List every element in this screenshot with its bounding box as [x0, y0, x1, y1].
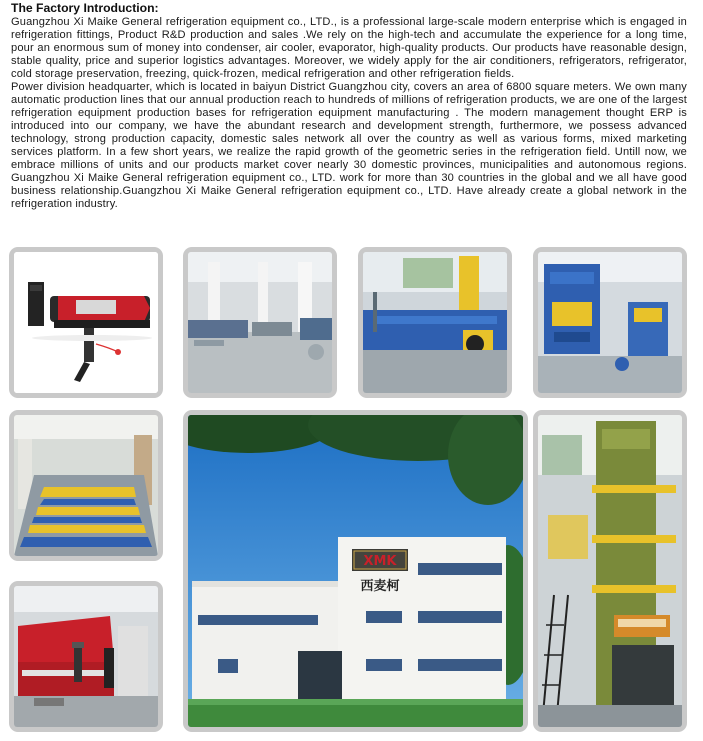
building-logo-chinese: 西麦柯: [360, 579, 400, 594]
press-brake-image: [14, 586, 158, 727]
tube-bending-machine-image: [363, 252, 507, 393]
factory-introduction: [11, 2, 687, 211]
press-machines-image: [538, 252, 682, 393]
photo-press-brake: [9, 581, 163, 732]
intro-paragraph-1: Guangzhou Xi Maike General refrigeration equipment co., LTD., is a professional large-scale modern enterprise which is engaged in refrigeration fittings, Product R&D production and sales .We rely on the high-tech and accumulate the experience for a long time, pour an enormous sum of money into condenser, air cooler, evaporator, high-quality products. Our products have reasonable design, stable quality, price and superior logistics advantages. Moreover, we widely apply for the air conditioners, refrigerators, refrigerator, cold storage preservation, freezing, quick-frozen, medical refrigeration and other refrigeration fields.: [11, 15, 687, 80]
assembly-line-image: [14, 415, 158, 556]
photo-punch-press: [9, 247, 163, 398]
workshop-floor-image: [188, 252, 332, 393]
factory-building-image: [188, 415, 523, 727]
photo-workshop-floor: [183, 247, 337, 398]
photo-press-machines: [533, 247, 687, 398]
intro-paragraph-2: Power division headquarter, which is located in baiyun District Guangzhou city, covers an area of 6800 square meters. We own many automatic production lines that our annual production reach to hundreds of millions of refrigeration products, we are one of the largest refrigeration equipment production bases for refrigeration equipment manufacturing . The modern management thought ERP is introduced into our company, we have the abundant research and development strength, furthermore, we possess advanced technology, strong production capacity, domestic sales network all over the country as well as various forms, mixed marketing services platform. In a few short years, we realize the rapid growth of the geometric series in the refrigeration field. Untill now, we embrace millions of units and our products market cover nearly 30 domestic provinces, municipalities and autonomous regions. Guangzhou Xi Maike General refrigeration equipment co., LTD. work for more than 30 countries in the global and we all have good business relationship.Guangzhou Xi Maike General refrigeration equipment co., LTD. Have already create a global network in the refrigeration industry.: [11, 80, 687, 211]
building-logo-text: XMK: [363, 554, 397, 569]
intro-title: The Factory Introduction:: [11, 1, 159, 15]
punch-press-image: [14, 252, 158, 393]
photo-factory-building: [183, 410, 528, 732]
heavy-press-image: [538, 415, 682, 727]
photo-tube-bending-machine: [358, 247, 512, 398]
photo-heavy-press: [533, 410, 687, 732]
photo-assembly-line: [9, 410, 163, 561]
